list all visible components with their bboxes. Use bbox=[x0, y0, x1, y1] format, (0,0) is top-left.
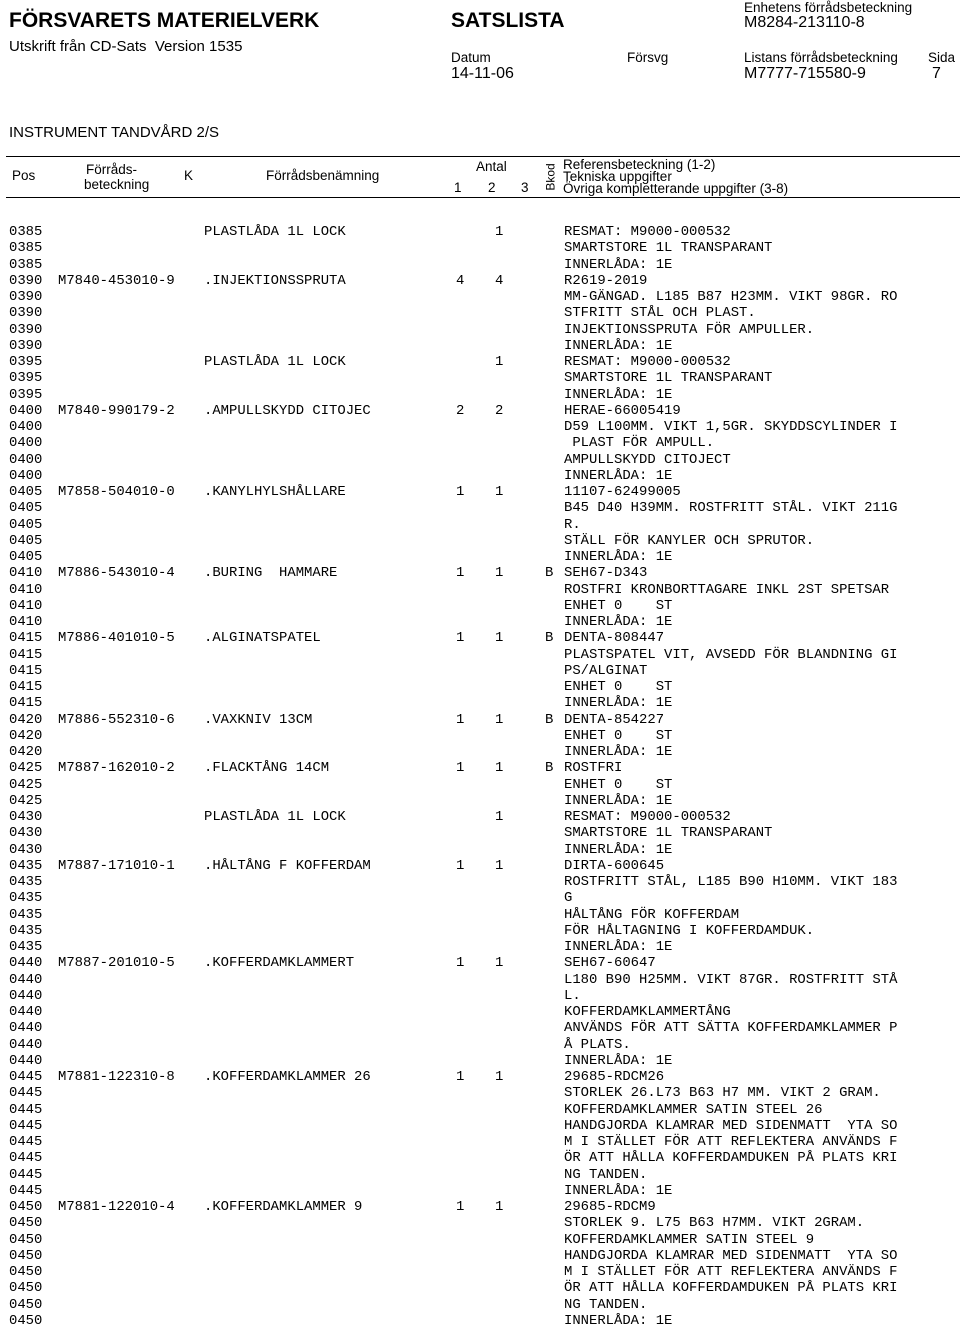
item-name: PLASTLÅDA 1L LOCK bbox=[204, 809, 346, 825]
table-row bbox=[0, 289, 960, 305]
item-designation: M7840-453010-9 bbox=[58, 272, 175, 289]
item-qty-2: 2 bbox=[495, 402, 504, 419]
item-position: 0405 bbox=[9, 500, 43, 517]
item-position: 0420 bbox=[9, 711, 43, 728]
item-position: 0390 bbox=[9, 321, 43, 338]
item-reference: SEH67-60647 bbox=[564, 955, 656, 972]
item-position: 0390 bbox=[9, 305, 43, 322]
table-row bbox=[0, 760, 960, 776]
item-reference: DENTA-808447 bbox=[564, 630, 665, 647]
item-position: 0445 bbox=[9, 1117, 43, 1134]
item-reference: 29685-RDCM9 bbox=[564, 1199, 656, 1215]
item-reference: L. bbox=[564, 987, 581, 1004]
list-designation-value: M7777-715580-9 bbox=[744, 65, 866, 82]
item-qty-2: 1 bbox=[495, 565, 504, 582]
item-position: 0415 bbox=[9, 630, 43, 647]
table-row bbox=[0, 1102, 960, 1118]
item-position: 0435 bbox=[9, 857, 43, 874]
item-reference: ROSTFRI bbox=[564, 760, 623, 777]
page-title: INSTRUMENT TANDVÅRD 2/S bbox=[9, 124, 220, 141]
table-row bbox=[0, 1167, 960, 1183]
item-reference: R. bbox=[564, 516, 581, 533]
table-row bbox=[0, 1004, 960, 1020]
item-position: 0450 bbox=[9, 1312, 43, 1329]
table-row bbox=[0, 322, 960, 338]
item-name: .INJEKTIONSSPRUTA bbox=[204, 272, 346, 289]
item-reference: INNERLÅDA: 1E bbox=[564, 841, 673, 858]
item-reference: STFRITT STÅL OCH PLAST. bbox=[564, 305, 756, 322]
item-reference: INNERLÅDA: 1E bbox=[564, 792, 673, 809]
table-row bbox=[0, 517, 960, 533]
item-qty-2: 1 bbox=[495, 354, 504, 370]
col-header-pos: Pos bbox=[12, 168, 36, 183]
item-reference: INNERLÅDA: 1E bbox=[564, 467, 673, 484]
table-row bbox=[0, 1232, 960, 1248]
item-name: PLASTLÅDA 1L LOCK bbox=[204, 224, 346, 240]
item-position: 0390 bbox=[9, 289, 43, 305]
table-row bbox=[0, 728, 960, 744]
item-name: .ALGINATSPATEL bbox=[204, 630, 321, 647]
page-number: 7 bbox=[932, 65, 941, 82]
item-reference: INNERLÅDA: 1E bbox=[564, 695, 673, 712]
item-reference: FÖR HÅLTAGNING I KOFFERDAMDUK. bbox=[564, 922, 815, 939]
document-type: SATSLISTA bbox=[451, 9, 565, 32]
table-row bbox=[0, 484, 960, 500]
table-row bbox=[0, 1053, 960, 1069]
item-reference: PLAST FÖR AMPULL. bbox=[564, 435, 715, 452]
item-reference: INNERLÅDA: 1E bbox=[564, 256, 673, 273]
item-reference: AMPULLSKYDD CITOJECT bbox=[564, 451, 731, 468]
item-qty-1: 1 bbox=[456, 955, 465, 972]
item-position: 0445 bbox=[9, 1101, 43, 1118]
item-position: 0395 bbox=[9, 354, 43, 370]
table-row bbox=[0, 907, 960, 923]
item-reference: STORLEK 9. L75 B63 H7MM. VIKT 2GRAM. bbox=[564, 1215, 865, 1232]
item-qty-1: 1 bbox=[456, 857, 465, 874]
item-position: 0415 bbox=[9, 679, 43, 695]
item-name: .KOFFERDAMKLAMMER 26 bbox=[204, 1069, 371, 1085]
item-qty-1: 1 bbox=[456, 1069, 465, 1085]
item-position: 0445 bbox=[9, 1166, 43, 1183]
organization-name: FÖRSVARETS MATERIELVERK bbox=[9, 9, 320, 32]
item-position: 0385 bbox=[9, 224, 43, 240]
item-position: 0410 bbox=[9, 565, 43, 582]
item-name: .AMPULLSKYDD CITOJEC bbox=[204, 402, 371, 419]
item-reference: L180 B90 H25MM. VIKT 87GR. ROSTFRITT STÅ bbox=[564, 971, 898, 988]
item-reference: MM-GÄNGAD. L185 B87 H23MM. VIKT 98GR. RO bbox=[564, 289, 898, 305]
item-reference: STORLEK 26.L73 B63 H7 MM. VIKT 2 GRAM. bbox=[564, 1085, 881, 1102]
table-row bbox=[0, 874, 960, 890]
item-position: 0420 bbox=[9, 744, 43, 760]
table-row bbox=[0, 1150, 960, 1166]
item-reference: ÖR ATT HÅLLA KOFFERDAMDUKEN PÅ PLATS KRI bbox=[564, 1280, 898, 1297]
item-qty-1: 2 bbox=[456, 402, 465, 419]
item-position: 0435 bbox=[9, 890, 43, 907]
item-reference: STÄLL FÖR KANYLER OCH SPRUTOR. bbox=[564, 532, 815, 549]
table-row bbox=[0, 793, 960, 809]
table-row bbox=[0, 1297, 960, 1313]
table-row bbox=[0, 858, 960, 874]
table-row bbox=[0, 565, 960, 581]
table-row bbox=[0, 468, 960, 484]
item-position: 0400 bbox=[9, 419, 43, 435]
item-position: 0385 bbox=[9, 256, 43, 273]
item-designation: M7886-401010-5 bbox=[58, 630, 175, 647]
item-position: 0405 bbox=[9, 549, 43, 565]
item-position: 0445 bbox=[9, 1134, 43, 1150]
table-row bbox=[0, 1215, 960, 1231]
item-reference: NG TANDEN. bbox=[564, 1166, 648, 1183]
table-row bbox=[0, 1280, 960, 1296]
item-reference: INNERLÅDA: 1E bbox=[564, 1312, 673, 1329]
table-row bbox=[0, 533, 960, 549]
item-position: 0405 bbox=[9, 516, 43, 533]
list-designation-label: Listans förrådsbeteckning bbox=[744, 50, 898, 65]
item-qty-2: 1 bbox=[495, 1199, 504, 1215]
table-row bbox=[0, 777, 960, 793]
table-row bbox=[0, 1248, 960, 1264]
item-reference: HANDGJORDA KLAMRAR MED SIDENMATT YTA SO bbox=[564, 1117, 898, 1134]
item-reference: KOFFERDAMKLAMMER SATIN STEEL 26 bbox=[564, 1101, 823, 1118]
item-reference: ÖR ATT HÅLLA KOFFERDAMDUKEN PÅ PLATS KRI bbox=[564, 1150, 898, 1167]
item-name: .BURING HAMMARE bbox=[204, 565, 338, 582]
item-position: 0410 bbox=[9, 597, 43, 614]
item-reference: INNERLÅDA: 1E bbox=[564, 614, 673, 630]
table-row bbox=[0, 1134, 960, 1150]
item-position: 0410 bbox=[9, 614, 43, 630]
table-row bbox=[0, 842, 960, 858]
item-position: 0445 bbox=[9, 1069, 43, 1085]
table-row bbox=[0, 614, 960, 630]
col-header-antal-2: 2 bbox=[488, 180, 496, 195]
table-row bbox=[0, 1118, 960, 1134]
item-reference: R2619-2019 bbox=[564, 272, 648, 289]
item-position: 0450 bbox=[9, 1215, 43, 1232]
item-qty-1: 1 bbox=[456, 484, 465, 500]
item-designation: M7887-162010-2 bbox=[58, 760, 175, 777]
item-name: .KOFFERDAMKLAMMERT bbox=[204, 955, 355, 972]
table-row bbox=[0, 370, 960, 386]
table-row bbox=[0, 1037, 960, 1053]
item-position: 0415 bbox=[9, 695, 43, 712]
table-row bbox=[0, 387, 960, 403]
item-bkod: B bbox=[545, 760, 554, 777]
print-info: Utskrift från CD-Sats Version 1535 bbox=[9, 38, 243, 55]
item-position: 0430 bbox=[9, 825, 43, 842]
item-reference: INJEKTIONSSPRUTA FÖR AMPULLER. bbox=[564, 321, 815, 338]
item-name: .FLACKTÅNG 14CM bbox=[204, 760, 330, 777]
table-row bbox=[0, 939, 960, 955]
item-qty-1: 1 bbox=[456, 711, 465, 728]
table-row bbox=[0, 955, 960, 971]
item-position: 0435 bbox=[9, 906, 43, 923]
item-position: 0400 bbox=[9, 451, 43, 468]
table-row bbox=[0, 988, 960, 1004]
table-row bbox=[0, 1313, 960, 1329]
item-position: 0400 bbox=[9, 435, 43, 452]
table-row bbox=[0, 257, 960, 273]
item-designation: M7886-552310-6 bbox=[58, 711, 175, 728]
item-designation: M7886-543010-4 bbox=[58, 565, 175, 582]
item-designation: M7887-171010-1 bbox=[58, 857, 175, 874]
item-position: 0440 bbox=[9, 1004, 43, 1020]
item-position: 0430 bbox=[9, 809, 43, 825]
item-position: 0390 bbox=[9, 337, 43, 354]
unit-designation-value: M8284-213110-8 bbox=[744, 14, 865, 31]
table-row bbox=[0, 224, 960, 240]
item-reference: SMARTSTORE 1L TRANSPARANT bbox=[564, 240, 773, 257]
table-row bbox=[0, 1069, 960, 1085]
col-header-antal: Antal bbox=[476, 159, 507, 174]
table-row bbox=[0, 663, 960, 679]
item-position: 0440 bbox=[9, 971, 43, 988]
item-designation: M7881-122310-8 bbox=[58, 1069, 175, 1085]
date-value: 14-11-06 bbox=[451, 65, 514, 82]
item-position: 0450 bbox=[9, 1264, 43, 1280]
table-row bbox=[0, 923, 960, 939]
item-position: 0400 bbox=[9, 402, 43, 419]
item-reference: INNERLÅDA: 1E bbox=[564, 549, 673, 565]
item-reference: DIRTA-600645 bbox=[564, 857, 665, 874]
item-position: 0420 bbox=[9, 727, 43, 744]
item-reference: ROSTFRI KRONBORTTAGARE INKL 2ST SPETSAR bbox=[564, 581, 890, 598]
item-position: 0435 bbox=[9, 939, 43, 955]
item-position: 0450 bbox=[9, 1247, 43, 1264]
item-reference: D59 L100MM. VIKT 1,5GR. SKYDDSCYLINDER I bbox=[564, 419, 898, 435]
table-row bbox=[0, 419, 960, 435]
item-position: 0425 bbox=[9, 792, 43, 809]
item-position: 0445 bbox=[9, 1182, 43, 1199]
item-reference: ENHET 0 ST bbox=[564, 679, 673, 695]
item-qty-1: 1 bbox=[456, 1199, 465, 1215]
table-row bbox=[0, 452, 960, 468]
item-reference: SMARTSTORE 1L TRANSPARANT bbox=[564, 825, 773, 842]
item-name: PLASTLÅDA 1L LOCK bbox=[204, 354, 346, 370]
item-position: 0425 bbox=[9, 776, 43, 793]
item-qty-1: 1 bbox=[456, 630, 465, 647]
item-name: .HÅLTÅNG F KOFFERDAM bbox=[204, 857, 371, 874]
item-position: 0440 bbox=[9, 1020, 43, 1037]
item-reference: 11107-62499005 bbox=[564, 484, 681, 500]
item-name: .KOFFERDAMKLAMMER 9 bbox=[204, 1199, 363, 1215]
table-row bbox=[0, 744, 960, 760]
item-reference: M I STÄLLET FÖR ATT REFLEKTERA ANVÄNDS F bbox=[564, 1134, 898, 1150]
item-reference: ROSTFRITT STÅL, L185 B90 H10MM. VIKT 183 bbox=[564, 874, 898, 890]
item-reference: INNERLÅDA: 1E bbox=[564, 939, 673, 955]
item-reference: INNERLÅDA: 1E bbox=[564, 744, 673, 760]
item-reference: INNERLÅDA: 1E bbox=[564, 1052, 673, 1069]
item-position: 0445 bbox=[9, 1085, 43, 1102]
item-qty-2: 4 bbox=[495, 272, 504, 289]
item-reference: ANVÄNDS FÖR ATT SÄTTA KOFFERDAMKLAMMER P bbox=[564, 1020, 898, 1037]
page-label: Sida bbox=[928, 50, 956, 65]
item-name: .VAXKNIV 13CM bbox=[204, 711, 313, 728]
item-reference: RESMAT: M9000-000532 bbox=[564, 224, 731, 240]
item-reference: PS/ALGINAT bbox=[564, 662, 648, 679]
item-position: 0390 bbox=[9, 272, 43, 289]
item-reference: SMARTSTORE 1L TRANSPARANT bbox=[564, 370, 773, 387]
item-reference: KOFFERDAMKLAMMER SATIN STEEL 9 bbox=[564, 1231, 815, 1248]
item-position: 0440 bbox=[9, 1052, 43, 1069]
col-header-antal-1: 1 bbox=[454, 180, 462, 195]
item-reference: INNERLÅDA: 1E bbox=[564, 1182, 673, 1199]
item-position: 0450 bbox=[9, 1231, 43, 1248]
item-reference: HÅLTÅNG FÖR KOFFERDAM bbox=[564, 906, 740, 923]
item-qty-1: 1 bbox=[456, 760, 465, 777]
item-designation: M7881-122010-4 bbox=[58, 1199, 175, 1215]
item-qty-2: 1 bbox=[495, 484, 504, 500]
table-row bbox=[0, 549, 960, 565]
item-reference: Å PLATS. bbox=[564, 1036, 631, 1053]
table-row bbox=[0, 582, 960, 598]
table-row bbox=[0, 630, 960, 646]
col-header-name: Förrådsbenämning bbox=[266, 168, 380, 183]
table-row bbox=[0, 354, 960, 370]
table-row bbox=[0, 273, 960, 289]
item-bkod: B bbox=[545, 565, 554, 582]
item-reference: RESMAT: M9000-000532 bbox=[564, 809, 731, 825]
item-reference: HERAE-66005419 bbox=[564, 402, 681, 419]
item-position: 0440 bbox=[9, 955, 43, 972]
unit-designation-label: Enhetens förrådsbeteckning bbox=[744, 0, 913, 15]
table-row bbox=[0, 598, 960, 614]
item-qty-2: 1 bbox=[495, 857, 504, 874]
table-row bbox=[0, 435, 960, 451]
item-bkod: B bbox=[545, 711, 554, 728]
item-position: 0395 bbox=[9, 386, 43, 403]
item-position: 0430 bbox=[9, 841, 43, 858]
item-reference: NG TANDEN. bbox=[564, 1296, 648, 1313]
item-qty-2: 1 bbox=[495, 224, 504, 240]
col-header-designation-line1: Förråds- bbox=[86, 162, 138, 177]
item-qty-2: 1 bbox=[495, 955, 504, 972]
item-position: 0400 bbox=[9, 467, 43, 484]
item-reference: DENTA-854227 bbox=[564, 711, 665, 728]
item-reference: INNERLÅDA: 1E bbox=[564, 337, 673, 354]
item-qty-2: 1 bbox=[495, 1069, 504, 1085]
item-designation: M7840-990179-2 bbox=[58, 402, 175, 419]
col-header-ref3: Övriga kompletterande uppgifter (3-8) bbox=[563, 181, 789, 196]
table-row bbox=[0, 647, 960, 663]
col-header-ref2: Tekniska uppgifter bbox=[563, 169, 672, 184]
item-reference: G bbox=[564, 890, 573, 907]
item-qty-2: 1 bbox=[495, 760, 504, 777]
table-row bbox=[0, 305, 960, 321]
item-qty-1: 4 bbox=[456, 272, 465, 289]
item-position: 0415 bbox=[9, 662, 43, 679]
table-row bbox=[0, 890, 960, 906]
date-label: Datum bbox=[451, 50, 491, 65]
item-position: 0385 bbox=[9, 240, 43, 257]
item-reference: RESMAT: M9000-000532 bbox=[564, 354, 731, 370]
table-row bbox=[0, 500, 960, 516]
table-row bbox=[0, 695, 960, 711]
table-row bbox=[0, 1199, 960, 1215]
item-position: 0395 bbox=[9, 370, 43, 387]
table-row bbox=[0, 809, 960, 825]
item-reference: B45 D40 H39MM. ROSTFRITT STÅL. VIKT 211G bbox=[564, 500, 898, 517]
item-position: 0450 bbox=[9, 1296, 43, 1313]
table-row bbox=[0, 1020, 960, 1036]
item-reference: ENHET 0 ST bbox=[564, 776, 673, 793]
item-reference: HANDGJORDA KLAMRAR MED SIDENMATT YTA SO bbox=[564, 1247, 898, 1264]
table-row bbox=[0, 825, 960, 841]
item-position: 0410 bbox=[9, 581, 43, 598]
item-position: 0450 bbox=[9, 1280, 43, 1297]
item-reference: 29685-RDCM26 bbox=[564, 1069, 665, 1085]
item-qty-2: 1 bbox=[495, 809, 504, 825]
item-position: 0435 bbox=[9, 874, 43, 890]
item-reference: PLASTSPATEL VIT, AVSEDD FÖR BLANDNING GI bbox=[564, 646, 898, 663]
item-position: 0445 bbox=[9, 1150, 43, 1167]
table-row bbox=[0, 712, 960, 728]
table-row bbox=[0, 679, 960, 695]
item-position: 0415 bbox=[9, 646, 43, 663]
item-qty-2: 1 bbox=[495, 630, 504, 647]
item-reference: M I STÄLLET FÖR ATT REFLEKTERA ANVÄNDS F bbox=[564, 1264, 898, 1280]
table-row bbox=[0, 1183, 960, 1199]
item-designation: M7887-201010-5 bbox=[58, 955, 175, 972]
table-row bbox=[0, 403, 960, 419]
col-header-ref1: Referensbeteckning (1-2) bbox=[563, 157, 716, 172]
forsvg-label: Försvg bbox=[627, 50, 669, 65]
item-position: 0425 bbox=[9, 760, 43, 777]
item-position: 0440 bbox=[9, 987, 43, 1004]
item-reference: SEH67-D343 bbox=[564, 565, 648, 582]
table-row bbox=[0, 1264, 960, 1280]
item-designation: M7858-504010-0 bbox=[58, 484, 175, 500]
item-qty-2: 1 bbox=[495, 711, 504, 728]
item-position: 0435 bbox=[9, 922, 43, 939]
item-qty-1: 1 bbox=[456, 565, 465, 582]
item-reference: ENHET 0 ST bbox=[564, 597, 673, 614]
table-row bbox=[0, 972, 960, 988]
col-header-k: K bbox=[184, 168, 194, 183]
table-row bbox=[0, 338, 960, 354]
item-position: 0450 bbox=[9, 1199, 43, 1215]
table-row bbox=[0, 240, 960, 256]
col-header-antal-3: 3 bbox=[521, 180, 529, 195]
col-header-bkod: Bkod bbox=[543, 163, 558, 191]
table-row bbox=[0, 1085, 960, 1101]
item-reference: KOFFERDAMKLAMMERTÅNG bbox=[564, 1004, 731, 1020]
item-position: 0405 bbox=[9, 484, 43, 500]
item-bkod: B bbox=[545, 630, 554, 647]
item-name: .KANYLHYLSHÅLLARE bbox=[204, 484, 346, 500]
item-reference: ENHET 0 ST bbox=[564, 727, 673, 744]
item-position: 0405 bbox=[9, 532, 43, 549]
item-reference: INNERLÅDA: 1E bbox=[564, 386, 673, 403]
item-position: 0440 bbox=[9, 1036, 43, 1053]
col-header-designation-line2: beteckning bbox=[84, 177, 150, 192]
item-table bbox=[0, 224, 960, 1329]
